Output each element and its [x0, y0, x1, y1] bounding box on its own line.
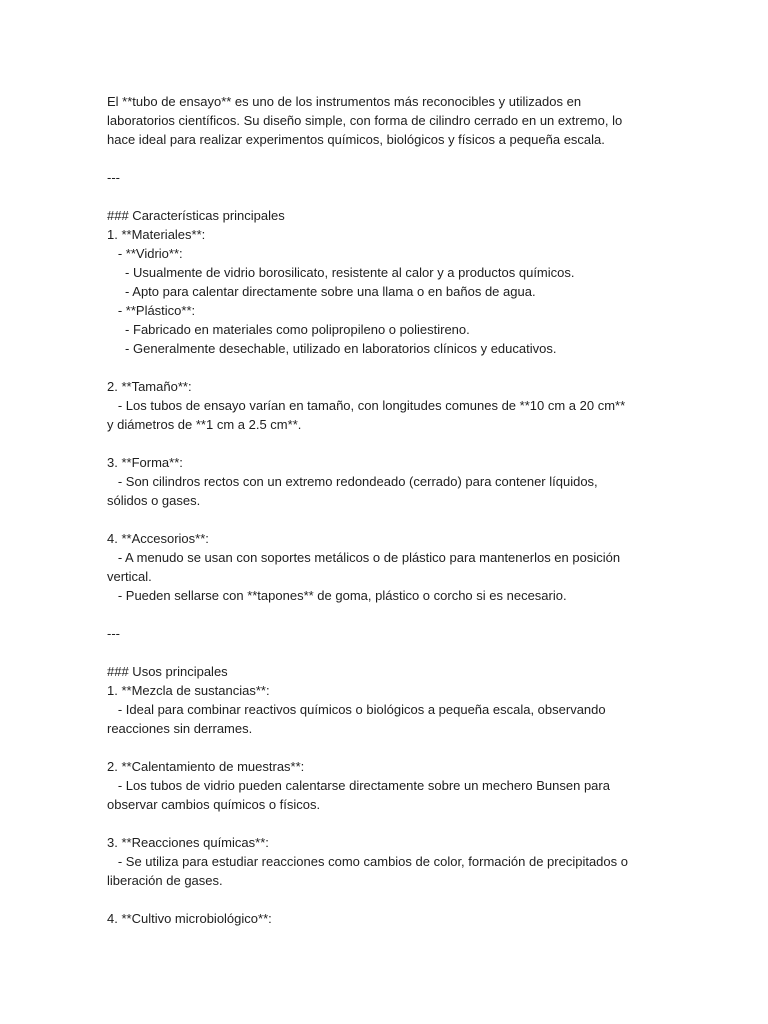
blank-line — [107, 738, 768, 757]
blank-line — [107, 149, 768, 168]
section-heading-usos: ### Usos principales — [107, 664, 228, 679]
list-item-line: - Generalmente desechable, utilizado en laboratorios clínicos y educativos. — [107, 341, 557, 356]
list-item-line: liberación de gases. — [107, 873, 223, 888]
list-item-line: - Se utiliza para estudiar reacciones como cambios de color, formación de precipitados o — [107, 854, 628, 869]
list-item-line: reacciones sin derrames. — [107, 721, 253, 736]
blank-line — [107, 187, 768, 206]
blank-line — [107, 434, 768, 453]
list-item-line: - Ideal para combinar reactivos químicos o biológicos a pequeña escala, observando — [107, 702, 606, 717]
list-item-line: - Apto para calentar directamente sobre una llama o en baños de agua. — [107, 284, 536, 299]
list-item-line: - **Plástico**: — [107, 303, 196, 318]
list-item-title: 4. **Cultivo microbiológico**: — [107, 911, 272, 926]
list-item-line: - A menudo se usan con soportes metálicos o de plástico para mantenerlos en posición — [107, 550, 621, 565]
intro-paragraph-line: El **tubo de ensayo** es uno de los instrumentos más reconocibles y utilizados en — [107, 94, 582, 109]
list-item-line: - Los tubos de vidrio pueden calentarse directamente sobre un mechero Bunsen para — [107, 778, 610, 793]
section-heading-caracteristicas: ### Características principales — [107, 208, 285, 223]
list-item-title: 1. **Mezcla de sustancias**: — [107, 683, 270, 698]
list-item-line: - **Vidrio**: — [107, 246, 183, 261]
horizontal-rule: --- — [107, 170, 120, 185]
list-item-title: 4. **Accesorios**: — [107, 531, 209, 546]
intro-paragraph-line: hace ideal para realizar experimentos químicos, biológicos y físicos a pequeña escala. — [107, 132, 605, 147]
list-item-title: 1. **Materiales**: — [107, 227, 206, 242]
blank-line — [107, 510, 768, 529]
list-item-title: 2. **Tamaño**: — [107, 379, 192, 394]
list-item-line: vertical. — [107, 569, 152, 584]
list-item-title: 3. **Forma**: — [107, 455, 183, 470]
blank-line — [107, 814, 768, 833]
list-item-line: observar cambios químicos o físicos. — [107, 797, 321, 812]
intro-paragraph-line: laboratorios científicos. Su diseño simple, con forma de cilindro cerrado en un extremo, lo — [107, 113, 623, 128]
blank-line — [107, 605, 768, 624]
list-item-line: y diámetros de **1 cm a 2.5 cm**. — [107, 417, 302, 432]
list-item-line: - Fabricado en materiales como polipropileno o poliestireno. — [107, 322, 470, 337]
list-item-line: - Usualmente de vidrio borosilicato, resistente al calor y a productos químicos. — [107, 265, 575, 280]
list-item-line: - Los tubos de ensayo varían en tamaño, con longitudes comunes de **10 cm a 20 cm** — [107, 398, 626, 413]
blank-line — [107, 358, 768, 377]
list-item-title: 2. **Calentamiento de muestras**: — [107, 759, 305, 774]
horizontal-rule: --- — [107, 626, 120, 641]
list-item-line: - Son cilindros rectos con un extremo redondeado (cerrado) para contener líquidos, — [107, 474, 598, 489]
list-item-line: sólidos o gases. — [107, 493, 201, 508]
blank-line — [107, 890, 768, 909]
list-item-title: 3. **Reacciones químicas**: — [107, 835, 269, 850]
blank-line — [107, 643, 768, 662]
list-item-line: - Pueden sellarse con **tapones** de goma, plástico o corcho si es necesario. — [107, 588, 567, 603]
